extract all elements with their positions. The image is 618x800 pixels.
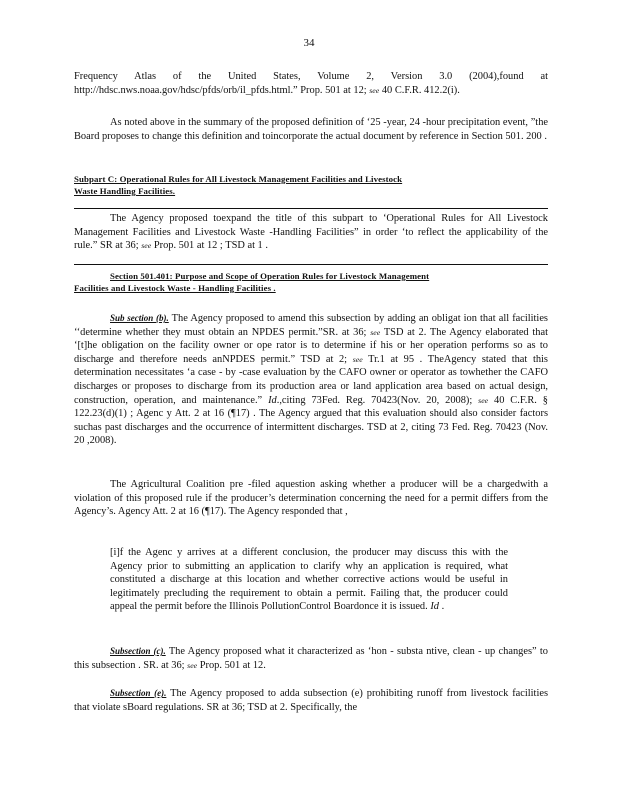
see-signal: see <box>369 85 380 95</box>
paragraph-subpart-title <box>74 212 548 253</box>
heading-line-2: Waste Handling Facilities. <box>74 186 176 196</box>
subsection-lead: Subsection (c). <box>110 646 166 656</box>
page-number: 34 <box>303 37 315 49</box>
see-signal: see <box>478 395 489 405</box>
quote-text: [i]f the Agenc y arrives at a different conclusion, the producer may discuss this with the Agency prior to submitting an application to clarify why an application is required, what constituted a discharge at this location and whether corrective actions would be useful in legitimately precluding the requirement to obtain a permit. Failing that, the producer could appeal the permit before the Illinois PollutionControl Boardonce it is issued. <box>110 547 508 613</box>
section-divider <box>74 208 548 209</box>
see-signal: see <box>370 327 381 337</box>
paragraph-text: As noted above in the summary of the proposed definition of ‘25 -year, 24 -hour precipitation event, ”the Board proposes to change this definition and toincorporate the actual document by reference in Section 501. 200 . <box>74 117 548 142</box>
id-signal: Id <box>430 601 439 613</box>
paragraph-definition-note <box>74 116 548 143</box>
subpart-c-heading <box>74 173 548 197</box>
section-501-401-heading <box>74 270 548 294</box>
heading-line-1: Subpart C: Operational Rules for All Livestock Management Facilities and Livestock <box>74 174 403 184</box>
block-quote: [i]f the Agenc y arrives at a different conclusion, the producer may discuss this with the Agency prior to submitting an application to clarify why an application is required, what constituted a discharge at this location and whether corrective actions would be useful in legitimately precluding the requirement to obtain a permit. Failing that, the producer could appeal the permit before the Illinois PollutionControl Boardonce it is issued. Id . <box>110 547 508 613</box>
subsection-lead: Subsection (e). <box>110 688 167 698</box>
paragraph-text: The Agency proposed toexpand the title of this subpart to ‘Operational Rules for All Livestock Management Facilities and Livestock Waste -Handling Facilities” in order ‘to reflect the applicability of the rule.” SR at 36; <box>74 213 548 252</box>
paragraph-subsection-c: Subsection (c). The Agency proposed what it characterized as ‘hon - substa ntive, clean - up changes” to this subsection . SR. at 36; see Prop. 501 at 12. <box>74 646 548 671</box>
paragraph-subsection-e: Subsection (e). The Agency proposed to adda subsection (e) prohibiting runoff from livestock facilities that violate sBoard regulations. SR at 36; TSD at 2. Specifically, the <box>74 688 548 713</box>
see-signal: see <box>187 660 198 670</box>
see-signal: see <box>352 354 363 364</box>
subsection-lead: Sub section (b). <box>110 313 169 323</box>
see-signal: see <box>141 241 152 251</box>
paragraph-tail: Prop. 501 at 12 ; TSD at 1 . <box>153 240 268 252</box>
id-signal: Id <box>268 394 277 406</box>
paragraph-text: The Agricultural Coalition pre -filed aquestion asking whether a producer will be a chargedwith a violation of this proposed rule if the producer’s determination concerning the need for a permit differs from the Agency’s. Agency Att. 2 at 16 (¶17). The Agency responded that , <box>74 479 548 518</box>
paragraph-subsection-b: Sub section (b). The Agency proposed to amend this subsection by adding an obligat ion that all facilities ‘‘determine whether they must obtain an NPDES permit.”SR. at 36; see TSD at 2. The Agency elaborated that ‘[t]he obligation on the facility owner or ope rator is to determine if his or her operation performs so as to discharge and therefore needs anNPDES permit.” TSD at 2; see Tr.1 at 95 . TheAgency stated that this determination necessitates ‘a case - by -case evaluation by the CAFO owner or operator as towhether the CAFO discharges or proposes to discharge from its production area or land application area based on actual design, construction, operation, and maintenance.” Id.,citing 73Fed. Reg. 70423(Nov. 20, 2008); see 40 C.F.R. § 122.23(d)(1) ; Agenc y Att. 2 at 16 (¶17) . The Agency argued that this evaluation should also consider factors suchas past discharges and the occurrence of intermittent discharges. TSD at 2, citing 73 Fed. Reg. 70423 (Nov. 20 ,2008). <box>74 313 548 447</box>
citation-text: Frequency Atlas of the United States, Volume 2, Version 3.0 (2004),found at http://hdsc.nws.noaa.gov/hdsc/pfds/orb/il_pfds.html.” Prop. 501 at 12; <box>74 71 548 96</box>
heading-line-2: Facilities and Livestock Waste - Handling Facilities . <box>74 283 276 293</box>
section-divider <box>74 264 548 265</box>
paragraph-atlas-citation <box>74 70 548 97</box>
paragraph-agricultural-coalition <box>74 478 548 519</box>
heading-line-1: Section 501.401: Purpose and Scope of Operation Rules for Livestock Management <box>110 271 430 281</box>
citation-tail: 40 C.F.R. 412.2(i). <box>381 84 460 96</box>
